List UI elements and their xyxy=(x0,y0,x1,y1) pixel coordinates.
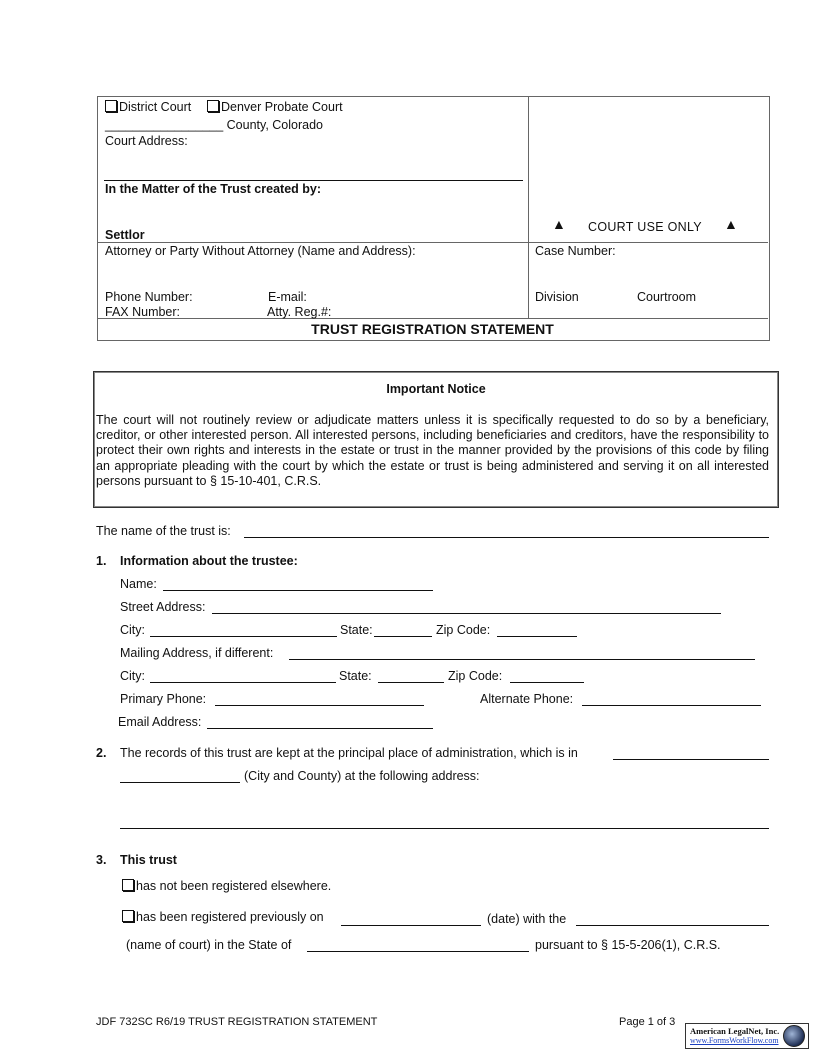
district-court-option[interactable]: District Court xyxy=(105,100,191,114)
principal-place-field[interactable] xyxy=(613,759,769,760)
email-address-field[interactable] xyxy=(207,728,433,729)
county-line[interactable]: _________________ County, Colorado xyxy=(105,118,324,132)
caption-row-divider-1 xyxy=(97,242,768,243)
zip-field[interactable] xyxy=(497,636,577,637)
logo-company-name: American LegalNet, Inc. xyxy=(690,1026,780,1036)
footer-form-id: JDF 732SC R6/19 TRUST REGISTRATION STATEMENT xyxy=(96,1016,378,1028)
phone-label: Phone Number: xyxy=(105,290,193,304)
court-address-label: Court Address: xyxy=(105,134,188,148)
registered-state-field[interactable] xyxy=(307,951,529,952)
division-label: Division xyxy=(535,290,579,304)
mailing-address-field[interactable] xyxy=(289,659,755,660)
section-2-number: 2. xyxy=(96,746,107,760)
triangle-right-icon: ▲ xyxy=(724,216,738,232)
district-court-checkbox[interactable] xyxy=(105,100,117,112)
registered-date-field[interactable] xyxy=(341,925,481,926)
footer-page-number: Page 1 of 3 xyxy=(619,1016,676,1028)
email-label: E-mail: xyxy=(268,290,307,304)
not-registered-checkbox[interactable] xyxy=(122,879,134,891)
mailing-address-label: Mailing Address, if different: xyxy=(120,646,274,660)
primary-phone-field[interactable] xyxy=(215,705,424,706)
caption-outer-box xyxy=(97,96,770,341)
mailing-city-label: City: xyxy=(120,669,145,683)
american-legalnet-logo[interactable] xyxy=(685,1023,809,1049)
section-1-number: 1. xyxy=(96,554,107,568)
city-field[interactable] xyxy=(150,636,337,637)
section-3-heading: This trust xyxy=(120,853,177,867)
matter-of-label: In the Matter of the Trust created by: xyxy=(105,182,322,196)
city-label: City: xyxy=(120,623,145,637)
alternate-phone-label: Alternate Phone: xyxy=(480,692,574,706)
caption-row-divider-2 xyxy=(97,318,768,319)
denver-probate-option[interactable]: Denver Probate Court xyxy=(207,100,343,114)
name-of-court-label: (name of court) in the State of xyxy=(126,938,292,952)
city-county-field[interactable] xyxy=(120,782,240,783)
registered-option[interactable]: has been registered previously on xyxy=(122,910,324,924)
registered-checkbox[interactable] xyxy=(122,910,134,922)
triangle-left-icon: ▲ xyxy=(552,216,566,232)
pursuant-label: pursuant to § 15-5-206(1), C.R.S. xyxy=(535,938,721,952)
settlor-label: Settlor xyxy=(105,228,145,242)
zip-label: Zip Code: xyxy=(436,623,491,637)
date-with-label: (date) with the xyxy=(487,912,567,926)
primary-phone-label: Primary Phone: xyxy=(120,692,207,706)
court-use-only-label: COURT USE ONLY xyxy=(588,220,702,234)
mailing-city-field[interactable] xyxy=(150,682,336,683)
trust-name-label: The name of the trust is: xyxy=(96,524,231,538)
registered-court-field[interactable] xyxy=(576,925,769,926)
court-address-underline xyxy=(104,180,523,181)
important-notice-body: The court will not routinely review or adjudicate matters unless it is specifically requested to do so by a beneficiary, creditor, or other interested person. All interested persons, including beneficiaries and creditors, have the responsibility to protect their own rights and interests in the estate or trust in the manner provided by the provisions of this code by filing an appropriate pleading with the court by which the estate or trust is being administered and serving it on all interested persons pursuant to § 15-10-401, C.R.S. xyxy=(96,413,769,488)
mailing-state-field[interactable] xyxy=(378,682,444,683)
fax-label: FAX Number: xyxy=(105,305,181,319)
trust-name-field[interactable] xyxy=(244,537,769,538)
mailing-zip-field[interactable] xyxy=(510,682,584,683)
street-address-field[interactable] xyxy=(212,613,721,614)
trustee-name-field[interactable] xyxy=(163,590,433,591)
section-3-number: 3. xyxy=(96,853,107,867)
alternate-phone-field[interactable] xyxy=(582,705,761,706)
mailing-state-label: State: xyxy=(339,669,372,683)
section-2-text: The records of this trust are kept at the principal place of administration, which is in xyxy=(120,746,578,760)
denver-probate-checkbox[interactable] xyxy=(207,100,219,112)
not-registered-option[interactable]: has not been registered elsewhere. xyxy=(122,879,331,893)
section-1-heading: Information about the trustee: xyxy=(120,554,298,568)
logo-url-link[interactable]: www.FormsWorkFlow.com xyxy=(690,1036,779,1045)
admin-address-field[interactable] xyxy=(120,828,769,829)
globe-icon xyxy=(783,1025,805,1047)
street-address-label: Street Address: xyxy=(120,600,206,614)
important-notice-heading: Important Notice xyxy=(386,382,486,396)
attorney-label: Attorney or Party Without Attorney (Name and Address): xyxy=(105,244,416,258)
form-title: TRUST REGISTRATION STATEMENT xyxy=(311,321,554,337)
case-number-label: Case Number: xyxy=(535,244,616,258)
courtroom-label: Courtroom xyxy=(637,290,697,304)
email-address-label: Email Address: xyxy=(118,715,202,729)
trustee-name-label: Name: xyxy=(120,577,157,591)
caption-vertical-divider xyxy=(528,96,529,318)
state-field[interactable] xyxy=(374,636,432,637)
mailing-zip-label: Zip Code: xyxy=(448,669,503,683)
city-county-label: (City and County) at the following address: xyxy=(244,769,480,783)
state-label: State: xyxy=(340,623,373,637)
atty-reg-label: Atty. Reg.#: xyxy=(267,305,332,319)
